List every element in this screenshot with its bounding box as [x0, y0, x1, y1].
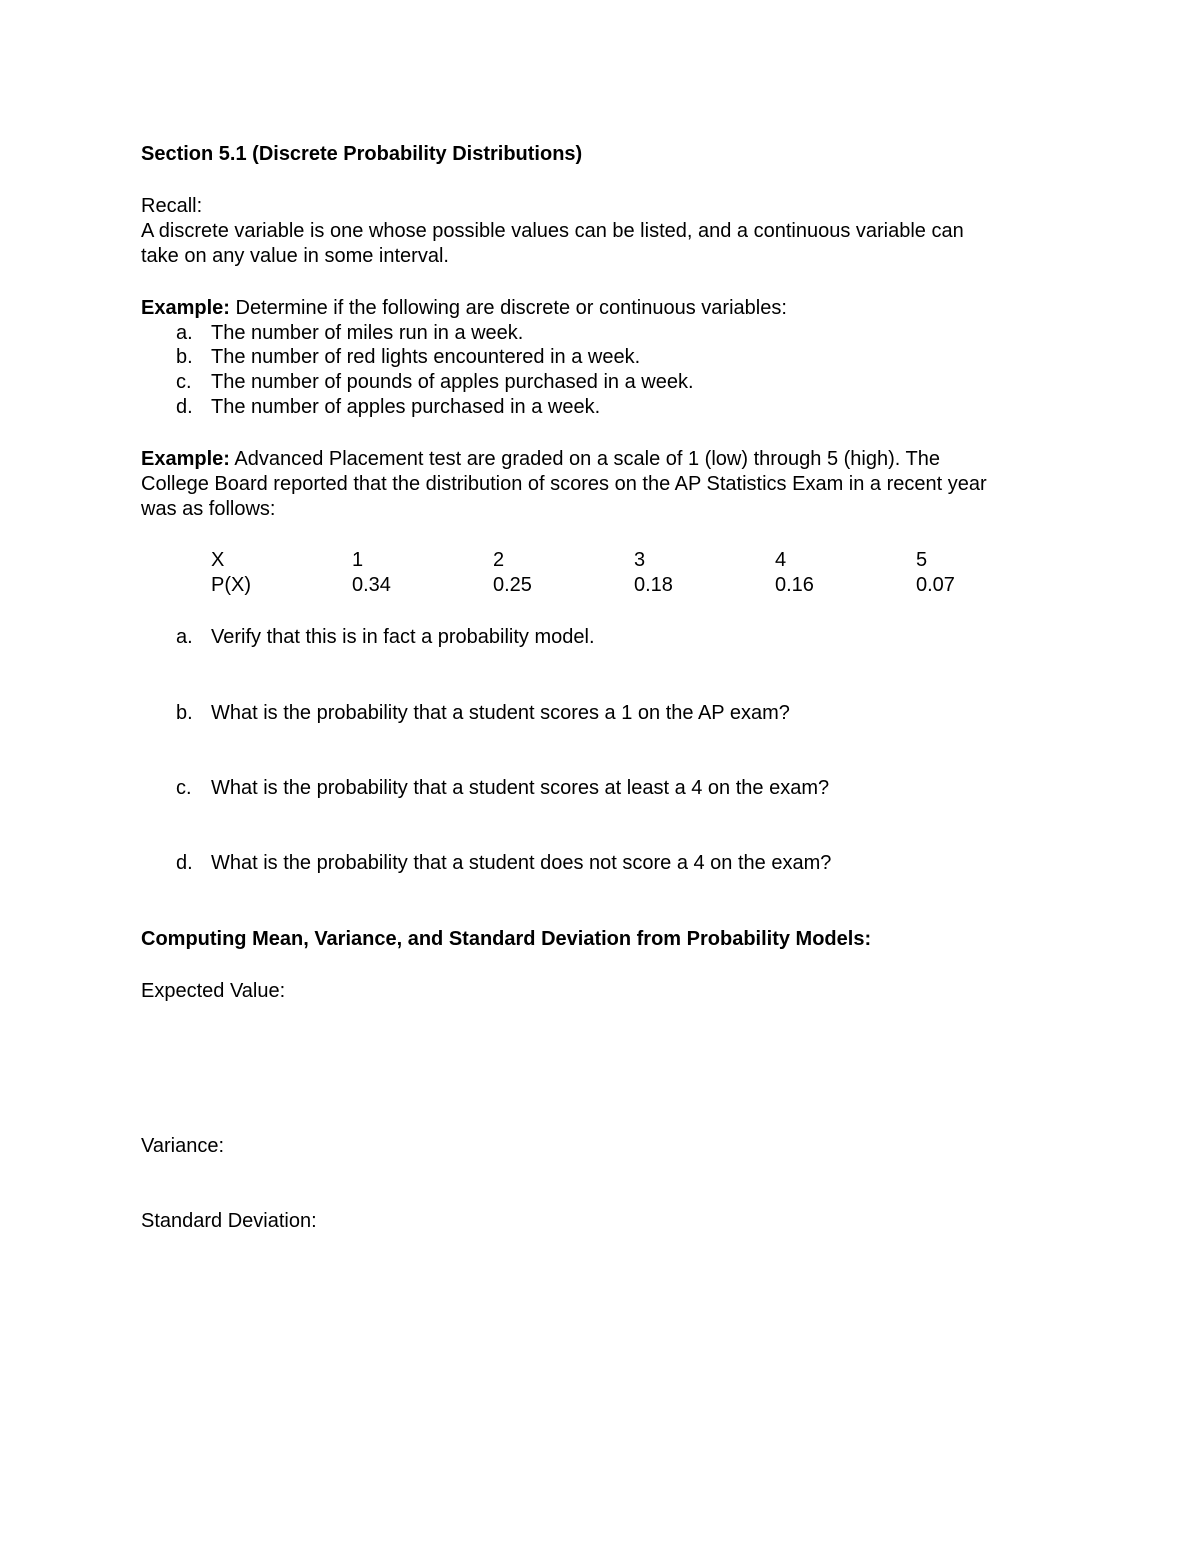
example1-item-text: The number of miles run in a week.: [211, 322, 524, 344]
table-p-value: 0.16: [775, 574, 814, 596]
recall-line-2: take on any value in some interval.: [141, 245, 449, 267]
question-letter: a.: [176, 626, 193, 648]
question-letter: b.: [176, 702, 193, 724]
variance-label: Variance:: [141, 1135, 225, 1157]
table-p-value: 0.07: [916, 574, 955, 596]
table-p-label: P(X): [211, 574, 251, 596]
example1-item-letter: d.: [176, 396, 193, 418]
table-x-label: X: [211, 549, 225, 571]
table-x-value: 2: [493, 549, 505, 571]
table-x-value: 5: [916, 549, 928, 571]
table-p-value: 0.34: [352, 574, 391, 596]
example1-prompt: Determine if the following are discrete or continuous variables:: [229, 297, 787, 319]
section-title: Section 5.1 (Discrete Probability Distributions): [141, 143, 583, 165]
example1-item-text: The number of red lights encountered in a week.: [211, 346, 641, 368]
table-p-value: 0.25: [493, 574, 532, 596]
expected-value-label: Expected Value:: [141, 980, 286, 1002]
standard-deviation-label: Standard Deviation:: [141, 1210, 317, 1232]
table-p-value: 0.18: [634, 574, 673, 596]
question-text: What is the probability that a student scores a 1 on the AP exam?: [211, 702, 790, 724]
table-x-value: 3: [634, 549, 646, 571]
example1-intro: [141, 296, 787, 320]
example2-text: Advanced Placement test are graded on a scale of 1 (low) through 5 (high). The: [229, 448, 940, 470]
example2-line-3: was as follows:: [141, 498, 276, 520]
example2-line-1: [141, 447, 940, 471]
example1-item-letter: b.: [176, 346, 193, 368]
example1-item-letter: a.: [176, 322, 193, 344]
recall-line-1: A discrete variable is one whose possible values can be listed, and a continuous variable can: [141, 220, 964, 242]
table-x-value: 4: [775, 549, 787, 571]
example1-item-text: The number of pounds of apples purchased in a week.: [211, 371, 694, 393]
example2-label: Example:: [141, 448, 230, 470]
recall-label: Recall:: [141, 195, 203, 217]
example1-item-letter: c.: [176, 371, 192, 393]
question-letter: d.: [176, 852, 193, 874]
example1-label: Example:: [141, 297, 230, 319]
question-text: What is the probability that a student scores at least a 4 on the exam?: [211, 777, 830, 799]
computing-heading: Computing Mean, Variance, and Standard Deviation from Probability Models:: [141, 928, 872, 950]
question-text: What is the probability that a student does not score a 4 on the exam?: [211, 852, 832, 874]
example1-item-text: The number of apples purchased in a week.: [211, 396, 601, 418]
question-letter: c.: [176, 777, 192, 799]
question-text: Verify that this is in fact a probability model.: [211, 626, 595, 648]
example2-line-2: College Board reported that the distribution of scores on the AP Statistics Exam in a recent year: [141, 473, 987, 495]
table-x-value: 1: [352, 549, 364, 571]
